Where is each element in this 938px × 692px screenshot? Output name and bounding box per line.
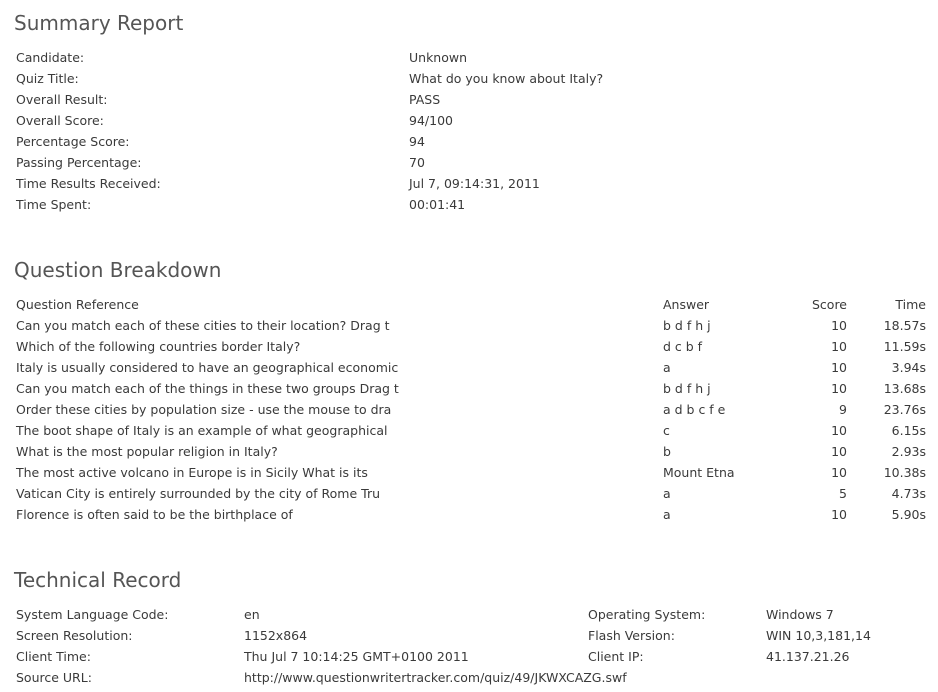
percentage-score-value: 94 <box>409 134 425 149</box>
time-cell: 5.90s <box>891 507 926 522</box>
screen-resolution-label: Screen Resolution: <box>16 628 133 643</box>
score-cell: 9 <box>839 402 847 417</box>
time-cell: 18.57s <box>883 318 926 333</box>
screen-resolution-value: 1152x864 <box>244 628 308 643</box>
passing-percentage-value: 70 <box>409 155 425 170</box>
candidate-label: Candidate: <box>16 50 85 65</box>
language-code-value: en <box>244 607 260 622</box>
quiz-title-label: Quiz Title: <box>16 71 79 86</box>
client-ip-value: 41.137.21.26 <box>766 649 850 664</box>
score-cell: 10 <box>831 507 847 522</box>
score-cell: 10 <box>831 360 847 375</box>
breakdown-heading: Question Breakdown <box>14 258 222 282</box>
overall-score-value: 94/100 <box>409 113 453 128</box>
flash-version-label: Flash Version: <box>588 628 675 643</box>
candidate-value: Unknown <box>409 50 468 65</box>
time-cell: 6.15s <box>891 423 926 438</box>
time-spent-value: 00:01:41 <box>409 197 466 212</box>
question-cell: The boot shape of Italy is an example of what geographical <box>16 423 388 438</box>
question-cell: Order these cities by population size - use the mouse to dra <box>16 402 392 417</box>
time-cell: 11.59s <box>883 339 926 354</box>
overall-result-label: Overall Result: <box>16 92 108 107</box>
question-cell: Florence is often said to be the birthplace of <box>16 507 293 522</box>
source-url-label: Source URL: <box>16 670 92 685</box>
flash-version-value: WIN 10,3,181,14 <box>766 628 871 643</box>
question-cell: Can you match each of these cities to their location? Drag t <box>16 318 390 333</box>
technical-heading: Technical Record <box>14 568 182 592</box>
answer-cell: a <box>663 360 671 375</box>
question-cell: Vatican City is entirely surrounded by the city of Rome Tru <box>16 486 381 501</box>
question-cell: The most active volcano in Europe is in Sicily What is its <box>16 465 368 480</box>
score-cell: 10 <box>831 444 847 459</box>
time-cell: 4.73s <box>891 486 926 501</box>
time-cell: 10.38s <box>883 465 926 480</box>
answer-cell: a <box>663 507 671 522</box>
client-time-label: Client Time: <box>16 649 91 664</box>
column-header-time: Time <box>895 297 926 312</box>
score-cell: 5 <box>839 486 847 501</box>
answer-cell: d c b f <box>663 339 703 354</box>
percentage-score-label: Percentage Score: <box>16 134 130 149</box>
quiz-title-value: What do you know about Italy? <box>409 71 604 86</box>
answer-cell: b <box>663 444 671 459</box>
question-cell: Can you match each of the things in these two groups Drag t <box>16 381 399 396</box>
column-header-score: Score <box>811 297 847 312</box>
time-cell: 2.93s <box>891 444 926 459</box>
client-ip-label: Client IP: <box>588 649 644 664</box>
score-cell: 10 <box>831 339 847 354</box>
answer-cell: a <box>663 486 671 501</box>
score-cell: 10 <box>831 381 847 396</box>
column-header-answer: Answer <box>663 297 710 312</box>
time-cell: 3.94s <box>891 360 926 375</box>
answer-cell: b d f h j <box>663 381 711 396</box>
column-header-question: Question Reference <box>16 297 139 312</box>
answer-cell: Mount Etna <box>663 465 735 480</box>
question-cell: What is the most popular religion in Italy? <box>16 444 278 459</box>
answer-cell: a d b c f e <box>663 402 726 417</box>
overall-result-value: PASS <box>409 92 441 107</box>
time-spent-label: Time Spent: <box>16 197 92 212</box>
summary-heading: Summary Report <box>14 11 184 35</box>
passing-percentage-label: Passing Percentage: <box>16 155 142 170</box>
overall-score-label: Overall Score: <box>16 113 104 128</box>
time-cell: 13.68s <box>883 381 926 396</box>
score-cell: 10 <box>831 318 847 333</box>
client-time-value: Thu Jul 7 10:14:25 GMT+0100 2011 <box>244 649 469 664</box>
time-received-label: Time Results Received: <box>16 176 161 191</box>
score-cell: 10 <box>831 423 847 438</box>
source-url-value: http://www.questionwritertracker.com/quiz/49/JKWXCAZG.swf <box>244 670 627 685</box>
answer-cell: c <box>663 423 670 438</box>
question-cell: Italy is usually considered to have an geographical economic <box>16 360 399 375</box>
question-cell: Which of the following countries border Italy? <box>16 339 301 354</box>
operating-system-label: Operating System: <box>588 607 706 622</box>
language-code-label: System Language Code: <box>16 607 169 622</box>
operating-system-value: Windows 7 <box>766 607 834 622</box>
time-cell: 23.76s <box>883 402 926 417</box>
answer-cell: b d f h j <box>663 318 711 333</box>
score-cell: 10 <box>831 465 847 480</box>
time-received-value: Jul 7, 09:14:31, 2011 <box>409 176 540 191</box>
